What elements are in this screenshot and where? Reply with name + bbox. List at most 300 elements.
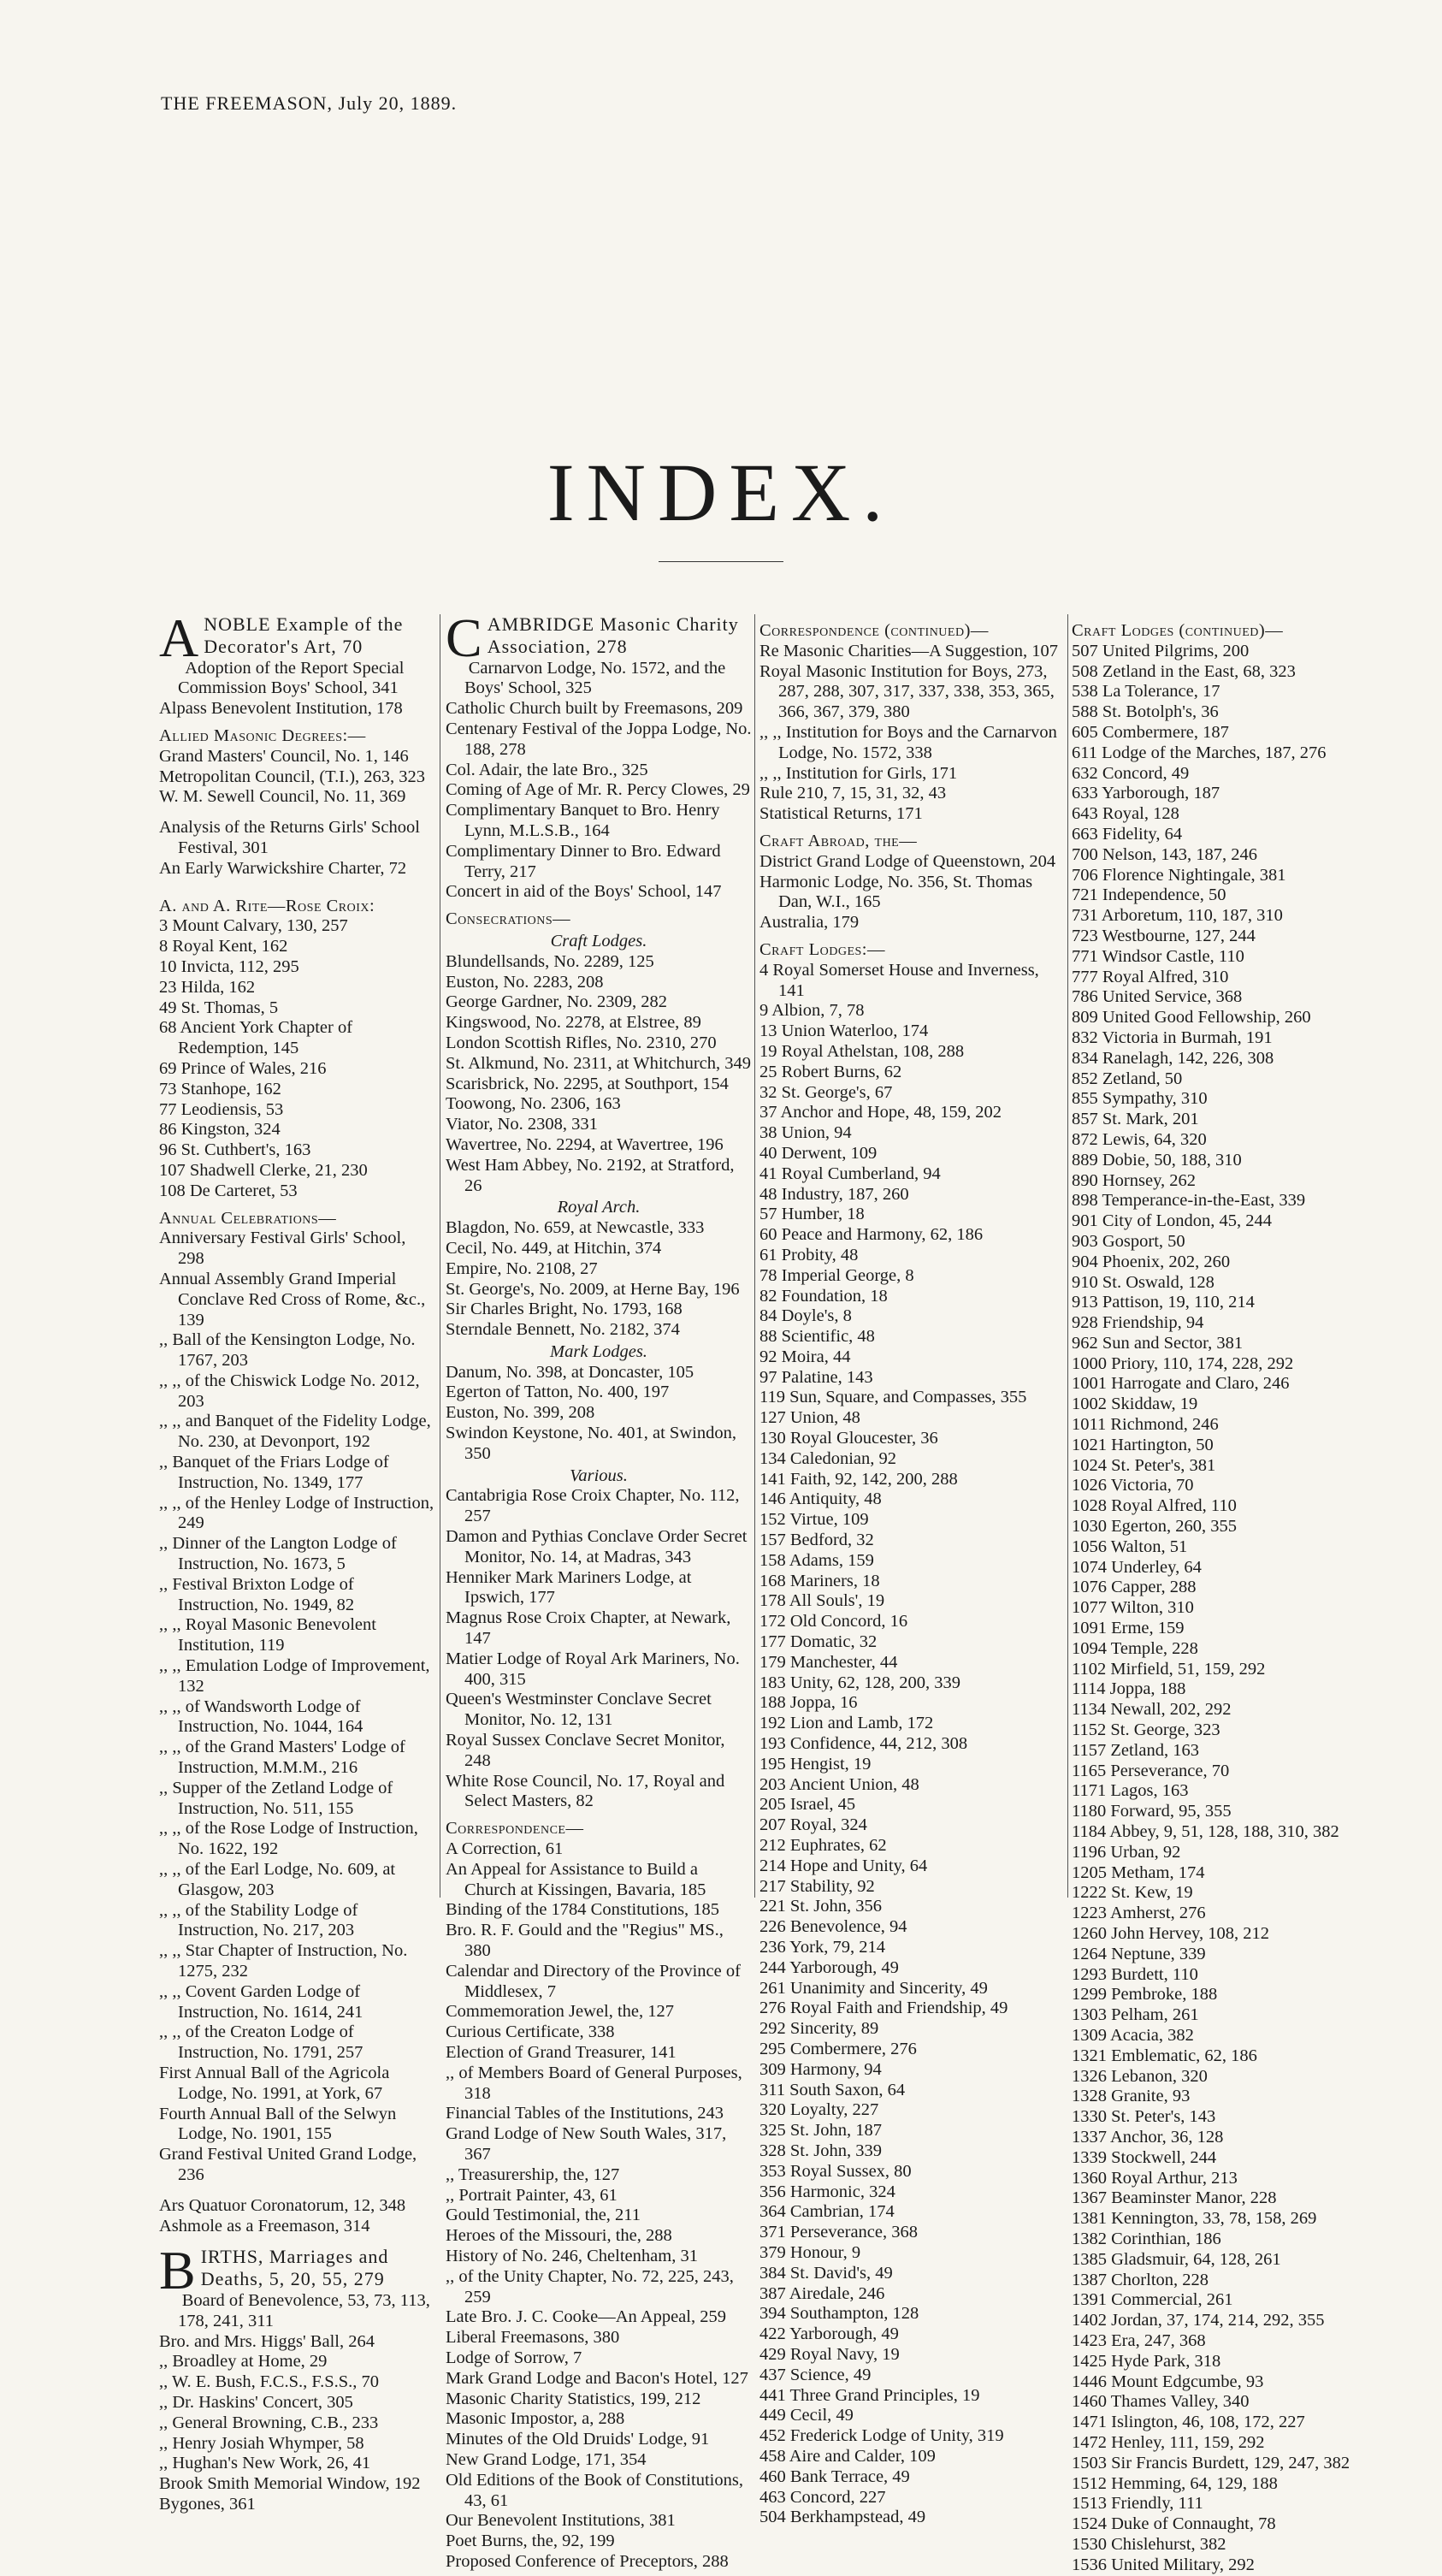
index-entry: 441 Three Grand Principles, 19 — [759, 2385, 980, 2405]
index-entry: 60 Peace and Harmony, 62, 186 — [759, 1225, 984, 1245]
index-entry: Damon and Pythias Conclave Order Secret Monitor, No. 14, at Madras, 343 — [446, 1527, 748, 1566]
index-entry: ,, ,, Emulation Lodge of Improvement, 132 — [159, 1656, 430, 1696]
index-entry: 57 Humber, 18 — [759, 1205, 865, 1224]
index-entry: ,, ,, of the Henley Lodge of Instruction, 249 — [159, 1493, 434, 1533]
index-entry: 192 Lion and Lamb, 172 — [759, 1714, 934, 1733]
index-entry: 852 Zetland, 50 — [1072, 1069, 1183, 1088]
index-entry: 1171 Lagos, 163 — [1072, 1781, 1189, 1801]
index-entry: 188 Joppa, 16 — [759, 1693, 858, 1713]
index-entry: 832 Victoria in Burmah, 191 — [1072, 1027, 1273, 1047]
index-entry: 1077 Wilton, 310 — [1072, 1598, 1194, 1618]
index-entry: Ars Quatuor Coronatorum, 12, 348 — [159, 2195, 406, 2215]
index-entry: 49 St. Thomas, 5 — [159, 998, 279, 1017]
index-entry: Centenary Festival of the Joppa Lodge, No. 188, 278 — [446, 719, 752, 759]
index-entry: Heroes of the Missouri, the, 288 — [446, 2226, 672, 2246]
index-entry: 1223 Amherst, 276 — [1072, 1904, 1206, 1923]
index-entry: 1094 Temple, 228 — [1072, 1638, 1198, 1658]
index-entry: 771 Windsor Castle, 110 — [1072, 946, 1244, 966]
index-entry: 276 Royal Faith and Friendship, 49 — [759, 1999, 1008, 2018]
index-entry: Royal Masonic Institution for Boys, 273, 287, 288, 307, 317, 337, 338, 353, 365, 366, 367, 379, 380 — [759, 661, 1055, 722]
index-entry: 141 Faith, 92, 142, 200, 288 — [759, 1469, 958, 1489]
section-heading: Consecrations— — [446, 909, 571, 929]
index-entry: 1460 Thames Valley, 340 — [1072, 2392, 1250, 2412]
index-entry: Curious Certificate, 338 — [446, 2022, 615, 2042]
index-entry: 1222 St. Kew, 19 — [1072, 1883, 1193, 1903]
section-heading: Craft Lodges (continued)— — [1072, 621, 1284, 640]
index-entry: 1091 Erme, 159 — [1072, 1619, 1185, 1638]
index-entry: 1382 Corinthian, 186 — [1072, 2229, 1221, 2248]
index-entry: ,, ,, Covent Garden Lodge of Instruction, No. 1614, 241 — [159, 1981, 363, 2022]
index-entry: 1028 Royal Alfred, 110 — [1072, 1496, 1237, 1516]
index-entry: 452 Frederick Lodge of Unity, 319 — [759, 2426, 1004, 2446]
index-entry: ,, ,, Royal Masonic Benevolent Institution, 119 — [159, 1615, 376, 1655]
index-entry: Calendar and Directory of the Province of Middlesex, 7 — [446, 1961, 741, 2001]
index-entry: Euston, No. 2283, 208 — [446, 972, 604, 992]
index-entry: Australia, 179 — [759, 913, 860, 933]
index-entry: Col. Adair, the late Bro., 325 — [446, 760, 648, 779]
index-entry: Bro. R. F. Gould and the "Regius" MS., 380 — [446, 1921, 724, 1960]
index-entry: 898 Temperance-in-the-East, 339 — [1072, 1191, 1306, 1211]
index-entry: 23 Hilda, 162 — [159, 977, 256, 997]
index-entry: Kingswood, No. 2278, at Elstree, 89 — [446, 1013, 701, 1033]
index-entry: 633 Yarborough, 187 — [1072, 784, 1220, 803]
index-entry: 152 Virtue, 109 — [759, 1510, 869, 1530]
index-entry: 8 Royal Kent, 162 — [159, 937, 288, 956]
index-entry: 311 South Saxon, 64 — [759, 2080, 906, 2099]
index-entry: Proposed Conference of Preceptors, 288 — [446, 2551, 729, 2571]
index-entry: ,, of Members Board of General Purposes, 318 — [446, 2063, 742, 2103]
index-column-2 — [446, 607, 752, 2573]
index-entry: Re Masonic Charities—A Suggestion, 107 — [759, 641, 1059, 660]
drop-cap: B — [159, 2240, 196, 2301]
index-entry: 146 Antiquity, 48 — [759, 1489, 882, 1509]
index-entry: Magnus Rose Croix Chapter, at Newark, 147 — [446, 1608, 731, 1649]
index-entry: 1205 Metham, 174 — [1072, 1862, 1205, 1882]
index-entry: 107 Shadwell Clerke, 21, 230 — [159, 1160, 368, 1180]
index-entry: 901 City of London, 45, 244 — [1072, 1211, 1273, 1231]
index-entry: 61 Probity, 48 — [759, 1245, 859, 1264]
column-divider — [1067, 614, 1068, 1898]
index-entry: ,, Ball of the Kensington Lodge, No. 1767, 203 — [159, 1330, 416, 1371]
index-entry: 889 Dobie, 50, 188, 310 — [1072, 1150, 1242, 1170]
index-entry: Blundellsands, No. 2289, 125 — [446, 951, 654, 971]
index-entry: 203 Ancient Union, 48 — [759, 1774, 919, 1794]
index-entry: 460 Bank Terrace, 49 — [759, 2466, 910, 2486]
index-entry: ,, Banquet of the Friars Lodge of Instruction, No. 1349, 177 — [159, 1453, 389, 1492]
index-entry: 40 Derwent, 109 — [759, 1143, 878, 1163]
index-entry: 10 Invicta, 112, 295 — [159, 956, 299, 976]
index-entry: 177 Domatic, 32 — [759, 1632, 878, 1652]
index-entry: Toowong, No. 2306, 163 — [446, 1094, 621, 1114]
index-entry: 1530 Chislehurst, 382 — [1072, 2534, 1226, 2554]
subsection-heading: Mark Lodges. — [550, 1341, 647, 1361]
index-entry: 1309 Acacia, 382 — [1072, 2025, 1194, 2045]
index-entry: St. George's, No. 2009, at Herne Bay, 196 — [446, 1279, 740, 1299]
spacer — [159, 879, 434, 890]
index-entry: Egerton of Tatton, No. 400, 197 — [446, 1383, 670, 1402]
subsection-heading: Various. — [570, 1466, 628, 1485]
index-entry-dropcap — [159, 607, 434, 668]
index-entry: 130 Royal Gloucester, 36 — [759, 1429, 938, 1448]
index-entry: 588 St. Botolph's, 36 — [1072, 702, 1219, 722]
index-entry: 172 Old Concord, 16 — [759, 1612, 908, 1631]
index-entry: 1152 St. George, 323 — [1072, 1720, 1220, 1740]
index-entry: 786 United Service, 368 — [1072, 987, 1243, 1007]
index-entry: 507 United Pilgrims, 200 — [1072, 641, 1250, 660]
spacer — [159, 808, 434, 818]
index-entry: W. M. Sewell Council, No. 11, 369 — [159, 787, 406, 807]
index-entry: 663 Fidelity, 64 — [1072, 824, 1183, 844]
index-entry: 221 St. John, 356 — [759, 1897, 882, 1916]
index-entry: Blagdon, No. 659, at Newcastle, 333 — [446, 1218, 705, 1238]
subsection-heading: Royal Arch. — [557, 1198, 641, 1217]
index-entry: ,, W. E. Bush, F.C.S., F.S.S., 70 — [159, 2372, 380, 2392]
index-entry: Grand Masters' Council, No. 1, 146 — [159, 746, 409, 766]
index-entry: ,, Treasurership, the, 127 — [446, 2164, 620, 2184]
index-entry: ,, Henry Josiah Whymper, 58 — [159, 2433, 364, 2453]
index-entry: ,, ,, of the Grand Masters' Lodge of Instruction, M.M.M., 216 — [159, 1738, 405, 1778]
index-entry: West Ham Abbey, No. 2192, at Stratford, 26 — [446, 1155, 735, 1195]
page-title: INDEX. — [547, 447, 895, 538]
index-entry: 1293 Burdett, 110 — [1072, 1964, 1198, 1984]
index-entry: Empire, No. 2108, 27 — [446, 1258, 598, 1278]
index-entry: 1339 Stockwell, 244 — [1072, 2147, 1217, 2167]
index-entry: 1402 Jordan, 37, 174, 214, 292, 355 — [1072, 2311, 1325, 2330]
index-entry: ,, ,, Star Chapter of Instruction, No. 1275, 232 — [159, 1941, 408, 1981]
index-entry: 632 Concord, 49 — [1072, 763, 1190, 783]
index-entry: 328 St. John, 339 — [759, 2141, 882, 2160]
index-entry: 913 Pattison, 19, 110, 214 — [1072, 1293, 1255, 1312]
index-entry: 41 Royal Cumberland, 94 — [759, 1164, 941, 1183]
index-entry: 1299 Pembroke, 188 — [1072, 1985, 1218, 2005]
index-entry: 890 Hornsey, 262 — [1072, 1170, 1197, 1190]
index-entry: 1002 Skiddaw, 19 — [1072, 1395, 1198, 1414]
index-entry: 1503 Sir Francis Burdett, 129, 247, 382 — [1072, 2453, 1350, 2472]
section-heading: Annual Celebrations— — [159, 1208, 337, 1228]
index-entry: 834 Ranelagh, 142, 226, 308 — [1072, 1048, 1274, 1068]
index-entry: 809 United Good Fellowship, 260 — [1072, 1008, 1311, 1027]
index-entry: 37 Anchor and Hope, 48, 159, 202 — [759, 1103, 1002, 1122]
index-entry: 1264 Neptune, 339 — [1072, 1944, 1206, 1963]
index-entry: 611 Lodge of the Marches, 187, 276 — [1072, 743, 1327, 762]
index-entry: Late Bro. J. C. Cooke—An Appeal, 259 — [446, 2307, 726, 2327]
index-entry: 82 Foundation, 18 — [759, 1286, 888, 1306]
index-entry: Mark Grand Lodge and Bacon's Hotel, 127 — [446, 2368, 748, 2388]
index-entry: 643 Royal, 128 — [1072, 804, 1179, 824]
index-entry: Analysis of the Returns Girls' School Festival, 301 — [159, 818, 420, 857]
index-entry: First Annual Ball of the Agricola Lodge, No. 1991, at York, 67 — [159, 2063, 390, 2103]
index-entry: 195 Hengist, 19 — [759, 1754, 872, 1774]
index-entry: Board of Benevolence, 53, 73, 113, 178, 241, 311 — [178, 2290, 430, 2330]
index-entry: Lodge of Sorrow, 7 — [446, 2348, 582, 2367]
index-entry: 1303 Pelham, 261 — [1072, 2005, 1199, 2025]
index-entry: 605 Combermere, 187 — [1072, 722, 1229, 742]
index-entry: ,, Dr. Haskins' Concert, 305 — [159, 2392, 353, 2412]
index-entry: 1512 Hemming, 64, 129, 188 — [1072, 2473, 1278, 2493]
index-entry: Ashmole as a Freemason, 314 — [159, 2216, 370, 2235]
index-entry: Coming of Age of Mr. R. Percy Clowes, 29 — [446, 780, 750, 800]
index-entry: Sir Charles Bright, No. 1793, 168 — [446, 1300, 683, 1319]
index-entry: 178 All Souls', 19 — [759, 1591, 885, 1611]
index-entry: 1011 Richmond, 246 — [1072, 1415, 1219, 1435]
index-entry: 962 Sun and Sector, 381 — [1072, 1333, 1244, 1353]
index-entry: ,, of the Unity Chapter, No. 72, 225, 243, 259 — [446, 2266, 734, 2307]
index-entry: A Correction, 61 — [446, 1839, 564, 1859]
index-entry: 1184 Abbey, 9, 51, 128, 188, 310, 382 — [1072, 1822, 1339, 1842]
index-entry: 295 Combermere, 276 — [759, 2039, 917, 2058]
index-entry: 1391 Commercial, 261 — [1072, 2290, 1233, 2310]
index-entry: 78 Imperial George, 8 — [759, 1265, 914, 1285]
index-entry: Grand Lodge of New South Wales, 317, 367 — [446, 2124, 727, 2164]
index-entry: 25 Robert Burns, 62 — [759, 1062, 902, 1081]
index-entry: ,, Supper of the Zetland Lodge of Instruction, No. 511, 155 — [159, 1778, 393, 1818]
index-entry: Complimentary Banquet to Bro. Henry Lynn, M.L.S.B., 164 — [446, 801, 720, 840]
index-entry: 157 Bedford, 32 — [759, 1531, 874, 1550]
index-entry: 1360 Royal Arthur, 213 — [1072, 2168, 1238, 2188]
index-entry: 1114 Joppa, 188 — [1072, 1679, 1186, 1699]
index-entry: An Early Warwickshire Charter, 72 — [159, 858, 407, 878]
index-entry: St. Alkmund, No. 2311, at Whitchurch, 349 — [446, 1053, 752, 1073]
index-entry: 73 Stanhope, 162 — [159, 1079, 281, 1099]
index-entry: Adoption of the Report Special Commission Boys' School, 341 — [178, 658, 405, 698]
index-entry: Rule 210, 7, 15, 31, 32, 43 — [759, 784, 947, 803]
index-entry: Harmonic Lodge, No. 356, St. Thomas Dan, W.I., 165 — [759, 872, 1033, 912]
index-entry: Masonic Impostor, a, 288 — [446, 2409, 625, 2429]
subsection-heading: Craft Lodges. — [550, 931, 647, 950]
index-entry: Alpass Benevolent Institution, 178 — [159, 699, 403, 719]
index-entry: 158 Adams, 159 — [759, 1550, 874, 1570]
index-entry: 236 York, 79, 214 — [759, 1938, 885, 1957]
index-entry: 394 Southampton, 128 — [759, 2304, 919, 2324]
index-entry: Poet Burns, the, 92, 199 — [446, 2532, 615, 2551]
index-entry: Catholic Church built by Freemasons, 209 — [446, 699, 743, 719]
index-entry-dropcap — [446, 607, 752, 668]
index-entry: 449 Cecil, 49 — [759, 2406, 854, 2425]
index-entry: ,, ,, Institution for Girls, 171 — [759, 763, 958, 783]
index-entry: 325 St. John, 187 — [759, 2121, 882, 2141]
index-entry: Concert in aid of the Boys' School, 147 — [446, 882, 722, 902]
index-entry: 1328 Granite, 93 — [1072, 2087, 1191, 2106]
index-entry: Commemoration Jewel, the, 127 — [446, 2002, 675, 2022]
index-entry: 508 Zetland in the East, 68, 323 — [1072, 661, 1296, 681]
index-entry: ,, ,, and Banquet of the Fidelity Lodge, No. 230, at Devonport, 192 — [159, 1412, 431, 1452]
index-entry: ,, Portrait Painter, 43, 61 — [446, 2185, 618, 2205]
index-entry: 387 Airedale, 246 — [759, 2283, 885, 2303]
index-entry: ,, Hughan's New Work, 26, 41 — [159, 2454, 371, 2473]
index-entry: 700 Nelson, 143, 187, 246 — [1072, 844, 1257, 864]
index-entry: Our Benevolent Institutions, 381 — [446, 2511, 676, 2531]
index-entry: 320 Loyalty, 227 — [759, 2100, 879, 2120]
index-entry: 1472 Henley, 111, 159, 292 — [1072, 2432, 1265, 2452]
index-entry: 429 Royal Navy, 19 — [759, 2344, 900, 2364]
index-entry: 261 Unanimity and Sincerity, 49 — [759, 1978, 988, 1998]
index-entry: 19 Royal Athelstan, 108, 288 — [759, 1041, 965, 1061]
index-entry: 1180 Forward, 95, 355 — [1072, 1802, 1232, 1821]
index-entry: 108 De Carteret, 53 — [159, 1181, 298, 1200]
index-entry: 1134 Newall, 202, 292 — [1072, 1700, 1232, 1720]
index-entry: Masonic Charity Statistics, 199, 212 — [446, 2389, 701, 2408]
section-heading: Craft Abroad, the— — [759, 831, 918, 850]
index-entry: 706 Florence Nightingale, 381 — [1072, 865, 1286, 885]
index-entry: ,, ,, of the Creaton Lodge of Instruction, No. 1791, 257 — [159, 2022, 363, 2063]
entry-text: IRTHS, Marriages and Deaths, 5, 20, 55, 279 — [200, 2246, 389, 2290]
index-entry: 244 Yarborough, 49 — [759, 1957, 899, 1977]
index-entry: Royal Sussex Conclave Secret Monitor, 248 — [446, 1731, 725, 1770]
index-entry: White Rose Council, No. 17, Royal and Select Masters, 82 — [446, 1771, 725, 1811]
running-header: THE FREEMASON, July 20, 1889. — [161, 92, 458, 114]
index-entry: Metropolitan Council, (T.I.), 263, 323 — [159, 767, 426, 786]
index-entry: 1157 Zetland, 163 — [1072, 1740, 1199, 1760]
index-entry: 1056 Walton, 51 — [1072, 1537, 1188, 1556]
index-entry: 1423 Era, 247, 368 — [1072, 2330, 1206, 2350]
index-entry: 4 Royal Somerset House and Inverness, 141 — [759, 960, 1039, 1000]
index-entry: 96 St. Cuthbert's, 163 — [159, 1140, 311, 1160]
index-entry: 1326 Lebanon, 320 — [1072, 2066, 1208, 2086]
index-entry: 1471 Islington, 46, 108, 172, 227 — [1072, 2413, 1305, 2432]
index-entry: 309 Harmony, 94 — [759, 2059, 882, 2079]
index-entry: 9 Albion, 7, 78 — [759, 1001, 865, 1021]
section-heading: Correspondence (continued)— — [759, 621, 989, 640]
section-heading: Craft Lodges:— — [759, 939, 885, 959]
index-entry: 857 St. Mark, 201 — [1072, 1110, 1199, 1129]
index-entry: Brook Smith Memorial Window, 192 — [159, 2474, 421, 2494]
index-entry: 1001 Harrogate and Claro, 246 — [1072, 1374, 1290, 1394]
index-entry: London Scottish Rifles, No. 2310, 270 — [446, 1033, 717, 1052]
index-entry: 292 Sincerity, 89 — [759, 2019, 879, 2039]
index-entry: Annual Assembly Grand Imperial Conclave Red Cross of Rome, &c., 139 — [159, 1269, 426, 1329]
index-entry: 38 Union, 94 — [759, 1123, 852, 1143]
index-entry: 193 Confidence, 44, 212, 308 — [759, 1734, 968, 1754]
index-entry: 1260 John Hervey, 108, 212 — [1072, 1924, 1269, 1943]
index-entry: 1330 St. Peter's, 143 — [1072, 2107, 1216, 2127]
index-entry: Queen's Westminster Conclave Secret Monitor, No. 12, 131 — [446, 1690, 712, 1730]
index-entry: 379 Honour, 9 — [759, 2242, 861, 2262]
index-entry: 3 Mount Calvary, 130, 257 — [159, 916, 348, 936]
index-entry: Gould Testimonial, the, 211 — [446, 2206, 641, 2225]
index-entry: 32 St. George's, 67 — [759, 1082, 893, 1102]
entry-text: NOBLE Example of the Decorator's Art, 70 — [204, 613, 404, 657]
index-entry: 1021 Hartington, 50 — [1072, 1435, 1214, 1454]
index-entry: Binding of the 1784 Constitutions, 185 — [446, 1900, 720, 1920]
index-entry: 1337 Anchor, 36, 128 — [1072, 2127, 1224, 2147]
index-entry: George Gardner, No. 2309, 282 — [446, 992, 667, 1012]
index-entry: 437 Science, 49 — [759, 2365, 872, 2384]
index-entry: 205 Israel, 45 — [759, 1795, 856, 1815]
index-entry: 179 Manchester, 44 — [759, 1652, 898, 1672]
spacer — [159, 2186, 434, 2196]
index-entry: ,, ,, of the Earl Lodge, No. 609, at Glasgow, 203 — [159, 1860, 396, 1899]
index-entry: Statistical Returns, 171 — [759, 804, 923, 824]
index-entry: 855 Sympathy, 310 — [1072, 1089, 1208, 1109]
index-entry: Bro. and Mrs. Higgs' Ball, 264 — [159, 2331, 375, 2351]
index-entry: An Appeal for Assistance to Build a Church at Kissingen, Bavaria, 185 — [446, 1859, 706, 1899]
index-entry: 84 Doyle's, 8 — [759, 1306, 852, 1326]
index-entry: 872 Lewis, 64, 320 — [1072, 1129, 1207, 1149]
index-entry: 226 Benevolence, 94 — [759, 1917, 907, 1937]
index-entry: 422 Yarborough, 49 — [759, 2324, 899, 2344]
index-entry: Wavertree, No. 2294, at Wavertree, 196 — [446, 1134, 724, 1154]
index-entry: Financial Tables of the Institutions, 243 — [446, 2104, 724, 2123]
index-entry: Scarisbrick, No. 2295, at Southport, 154 — [446, 1074, 729, 1093]
index-column-3 — [759, 614, 1067, 2528]
index-entry: 1165 Perseverance, 70 — [1072, 1761, 1230, 1780]
index-entry: 134 Caledonian, 92 — [759, 1448, 896, 1468]
index-entry: 1321 Emblematic, 62, 186 — [1072, 2046, 1257, 2065]
index-entry: Swindon Keystone, No. 401, at Swindon, 350 — [446, 1424, 736, 1463]
index-entry: 463 Concord, 227 — [759, 2487, 886, 2507]
index-entry: 458 Aire and Calder, 109 — [759, 2446, 936, 2466]
drop-cap: A — [159, 607, 199, 668]
index-entry: Danum, No. 398, at Doncaster, 105 — [446, 1362, 694, 1382]
index-entry-dropcap — [159, 2240, 434, 2301]
index-entry: Liberal Freemasons, 380 — [446, 2328, 620, 2348]
index-entry: Henniker Mark Mariners Lodge, at Ipswich, 177 — [446, 1567, 692, 1608]
index-entry: 721 Independence, 50 — [1072, 885, 1226, 905]
index-entry: Old Editions of the Book of Constitutions, 43, 61 — [446, 2470, 743, 2510]
index-entry: 217 Stability, 92 — [759, 1876, 875, 1896]
index-entry: 97 Palatine, 143 — [759, 1367, 873, 1387]
index-entry: ,, ,, Institution for Boys and the Carnarvon Lodge, No. 1572, 338 — [759, 722, 1057, 762]
index-entry: New Grand Lodge, 171, 354 — [446, 2449, 647, 2469]
index-entry: 1425 Hyde Park, 318 — [1072, 2351, 1221, 2371]
index-entry: 731 Arboretum, 110, 187, 310 — [1072, 906, 1283, 926]
index-entry: 13 Union Waterloo, 174 — [759, 1022, 929, 1041]
index-entry: 1074 Underley, 64 — [1072, 1557, 1202, 1577]
index-entry: 214 Hope and Unity, 64 — [759, 1856, 928, 1875]
index-entry: Bygones, 361 — [159, 2494, 256, 2514]
index-entry: Matier Lodge of Royal Ark Mariners, No. 400, 315 — [446, 1649, 740, 1689]
index-entry: 538 La Tolerance, 17 — [1072, 682, 1220, 702]
index-entry: 1446 Mount Edgcumbe, 93 — [1072, 2372, 1264, 2391]
index-entry: ,, Broadley at Home, 29 — [159, 2352, 328, 2372]
index-entry: ,, ,, of the Rose Lodge of Instruction, No. 1622, 192 — [159, 1819, 418, 1859]
index-column-4 — [1072, 614, 1354, 2576]
index-entry: 903 Gosport, 50 — [1072, 1231, 1185, 1251]
index-entry: 356 Harmonic, 324 — [759, 2182, 895, 2201]
index-entry: Viator, No. 2308, 331 — [446, 1115, 598, 1134]
index-column-1 — [159, 607, 434, 2515]
index-entry: 1030 Egerton, 260, 355 — [1072, 1517, 1238, 1537]
index-entry: 168 Mariners, 18 — [759, 1571, 880, 1590]
index-entry: Euston, No. 399, 208 — [446, 1403, 595, 1423]
entry-text: AMBRIDGE Masonic Charity Association, 278 — [487, 613, 739, 657]
index-entry: 212 Euphrates, 62 — [759, 1836, 887, 1856]
index-entry: ,, ,, of the Chiswick Lodge No. 2012, 203 — [159, 1371, 420, 1411]
index-entry: 127 Union, 48 — [759, 1408, 860, 1428]
index-entry: 1026 Victoria, 70 — [1072, 1476, 1194, 1495]
index-entry: 1024 St. Peter's, 381 — [1072, 1455, 1216, 1475]
index-entry: Complimentary Dinner to Bro. Edward Terry, 217 — [446, 841, 721, 881]
index-entry: Carnarvon Lodge, No. 1572, and the Boys' School, 325 — [464, 658, 726, 698]
index-entry: 384 St. David's, 49 — [759, 2263, 893, 2283]
index-entry: ,, ,, of the Stability Lodge of Instruction, No. 217, 203 — [159, 1900, 358, 1940]
section-heading: A. and A. Rite—Rose Croix: — [159, 896, 375, 915]
index-entry: 353 Royal Sussex, 80 — [759, 2161, 912, 2181]
index-entry: 183 Unity, 62, 128, 200, 339 — [759, 1673, 960, 1692]
index-entry: 1000 Priory, 110, 174, 228, 292 — [1072, 1353, 1294, 1373]
index-entry: 1367 Beaminster Manor, 228 — [1072, 2188, 1277, 2208]
index-entry: 1536 United Military, 292 — [1072, 2555, 1255, 2574]
index-entry: 1196 Urban, 92 — [1072, 1842, 1181, 1862]
index-entry: 1381 Kennington, 33, 78, 158, 269 — [1072, 2209, 1317, 2229]
index-entry: ,, Festival Brixton Lodge of Instruction, No. 1949, 82 — [159, 1574, 355, 1614]
index-entry: 504 Berkhampstead, 49 — [759, 2508, 926, 2527]
index-entry: 119 Sun, Square, and Compasses, 355 — [759, 1388, 1027, 1407]
index-entry: 777 Royal Alfred, 310 — [1072, 967, 1229, 986]
index-entry: 723 Westbourne, 127, 244 — [1072, 926, 1256, 945]
title-rule — [659, 561, 783, 562]
index-entry: 928 Friendship, 94 — [1072, 1313, 1204, 1333]
